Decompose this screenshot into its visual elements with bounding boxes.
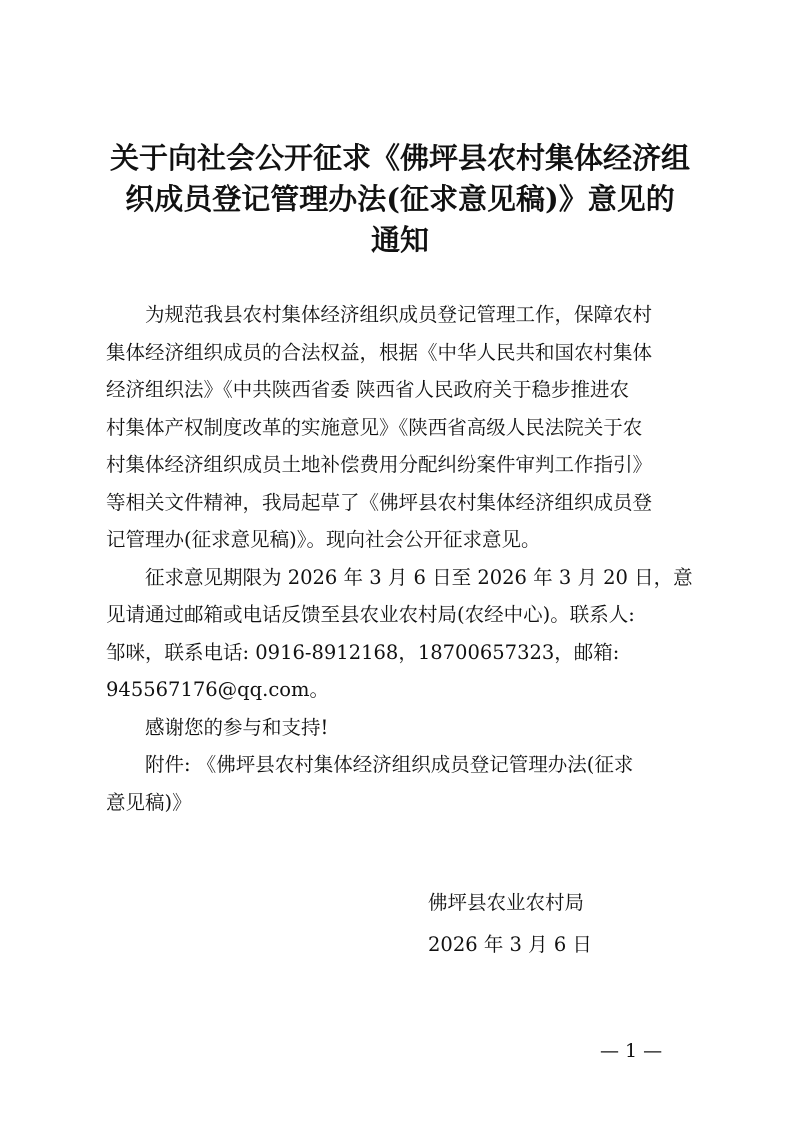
text-line: 为规范我县农村集体经济组织成员登记管理工作，保障农村	[145, 303, 653, 326]
signature-block	[428, 882, 592, 966]
text-line: 见请通过邮箱或电话反馈至县农业农村局(农经中心)。联系人:	[106, 603, 635, 626]
paragraph-deadline	[106, 559, 696, 709]
page-number: — 1 —	[600, 1040, 663, 1062]
text-line: 意见稿)》	[106, 790, 192, 814]
paragraph-intro	[106, 296, 696, 559]
document-body	[106, 296, 696, 821]
title-line: 关于向社会公开征求《佛坪县农村集体经济组	[109, 141, 690, 175]
title-line: 通知	[370, 223, 429, 257]
email-text: 945567176@qq.com。	[106, 678, 329, 701]
text-line: 附件: 《佛坪县农村集体经济组织成员登记管理办法(征求	[145, 753, 634, 776]
text-line: 经济组织法》《中共陕西省委 陕西省人民政府关于稳步推进农	[106, 378, 629, 401]
text-line: 征求意见期限为 2026 年 3 月 6 日至 2026 年 3 月 20 日，意	[145, 565, 693, 589]
title-line: 织成员登记管理办法(征求意见稿)》意见的	[125, 182, 675, 216]
text-line: 村集体产权制度改革的实施意见》《陕西省高级人民法院关于农	[106, 415, 643, 439]
document-title	[100, 138, 700, 261]
paragraph-thanks	[106, 709, 696, 747]
text-line: 集体经济组织成员的合法权益，根据《中华人民共和国农村集体	[106, 340, 653, 364]
text-line: 村集体经济组织成员土地补偿费用分配纠纷案件审判工作指引》	[106, 453, 653, 476]
signature-date: 2026 年 3 月 6 日	[428, 933, 592, 956]
text-line: 等相关文件精神，我局起草了《佛坪县农村集体经济组织成员登	[106, 490, 653, 514]
text-line: 邹咪，联系电话: 0916-8912168，18700657323，邮箱:	[106, 640, 620, 664]
text-line: 记管理办(征求意见稿)》。现向社会公开征求意见。	[106, 528, 541, 551]
text-line: 感谢您的参与和支持!	[145, 715, 329, 739]
signature-org: 佛坪县农业农村局	[428, 891, 585, 914]
paragraph-attachment	[106, 746, 696, 821]
